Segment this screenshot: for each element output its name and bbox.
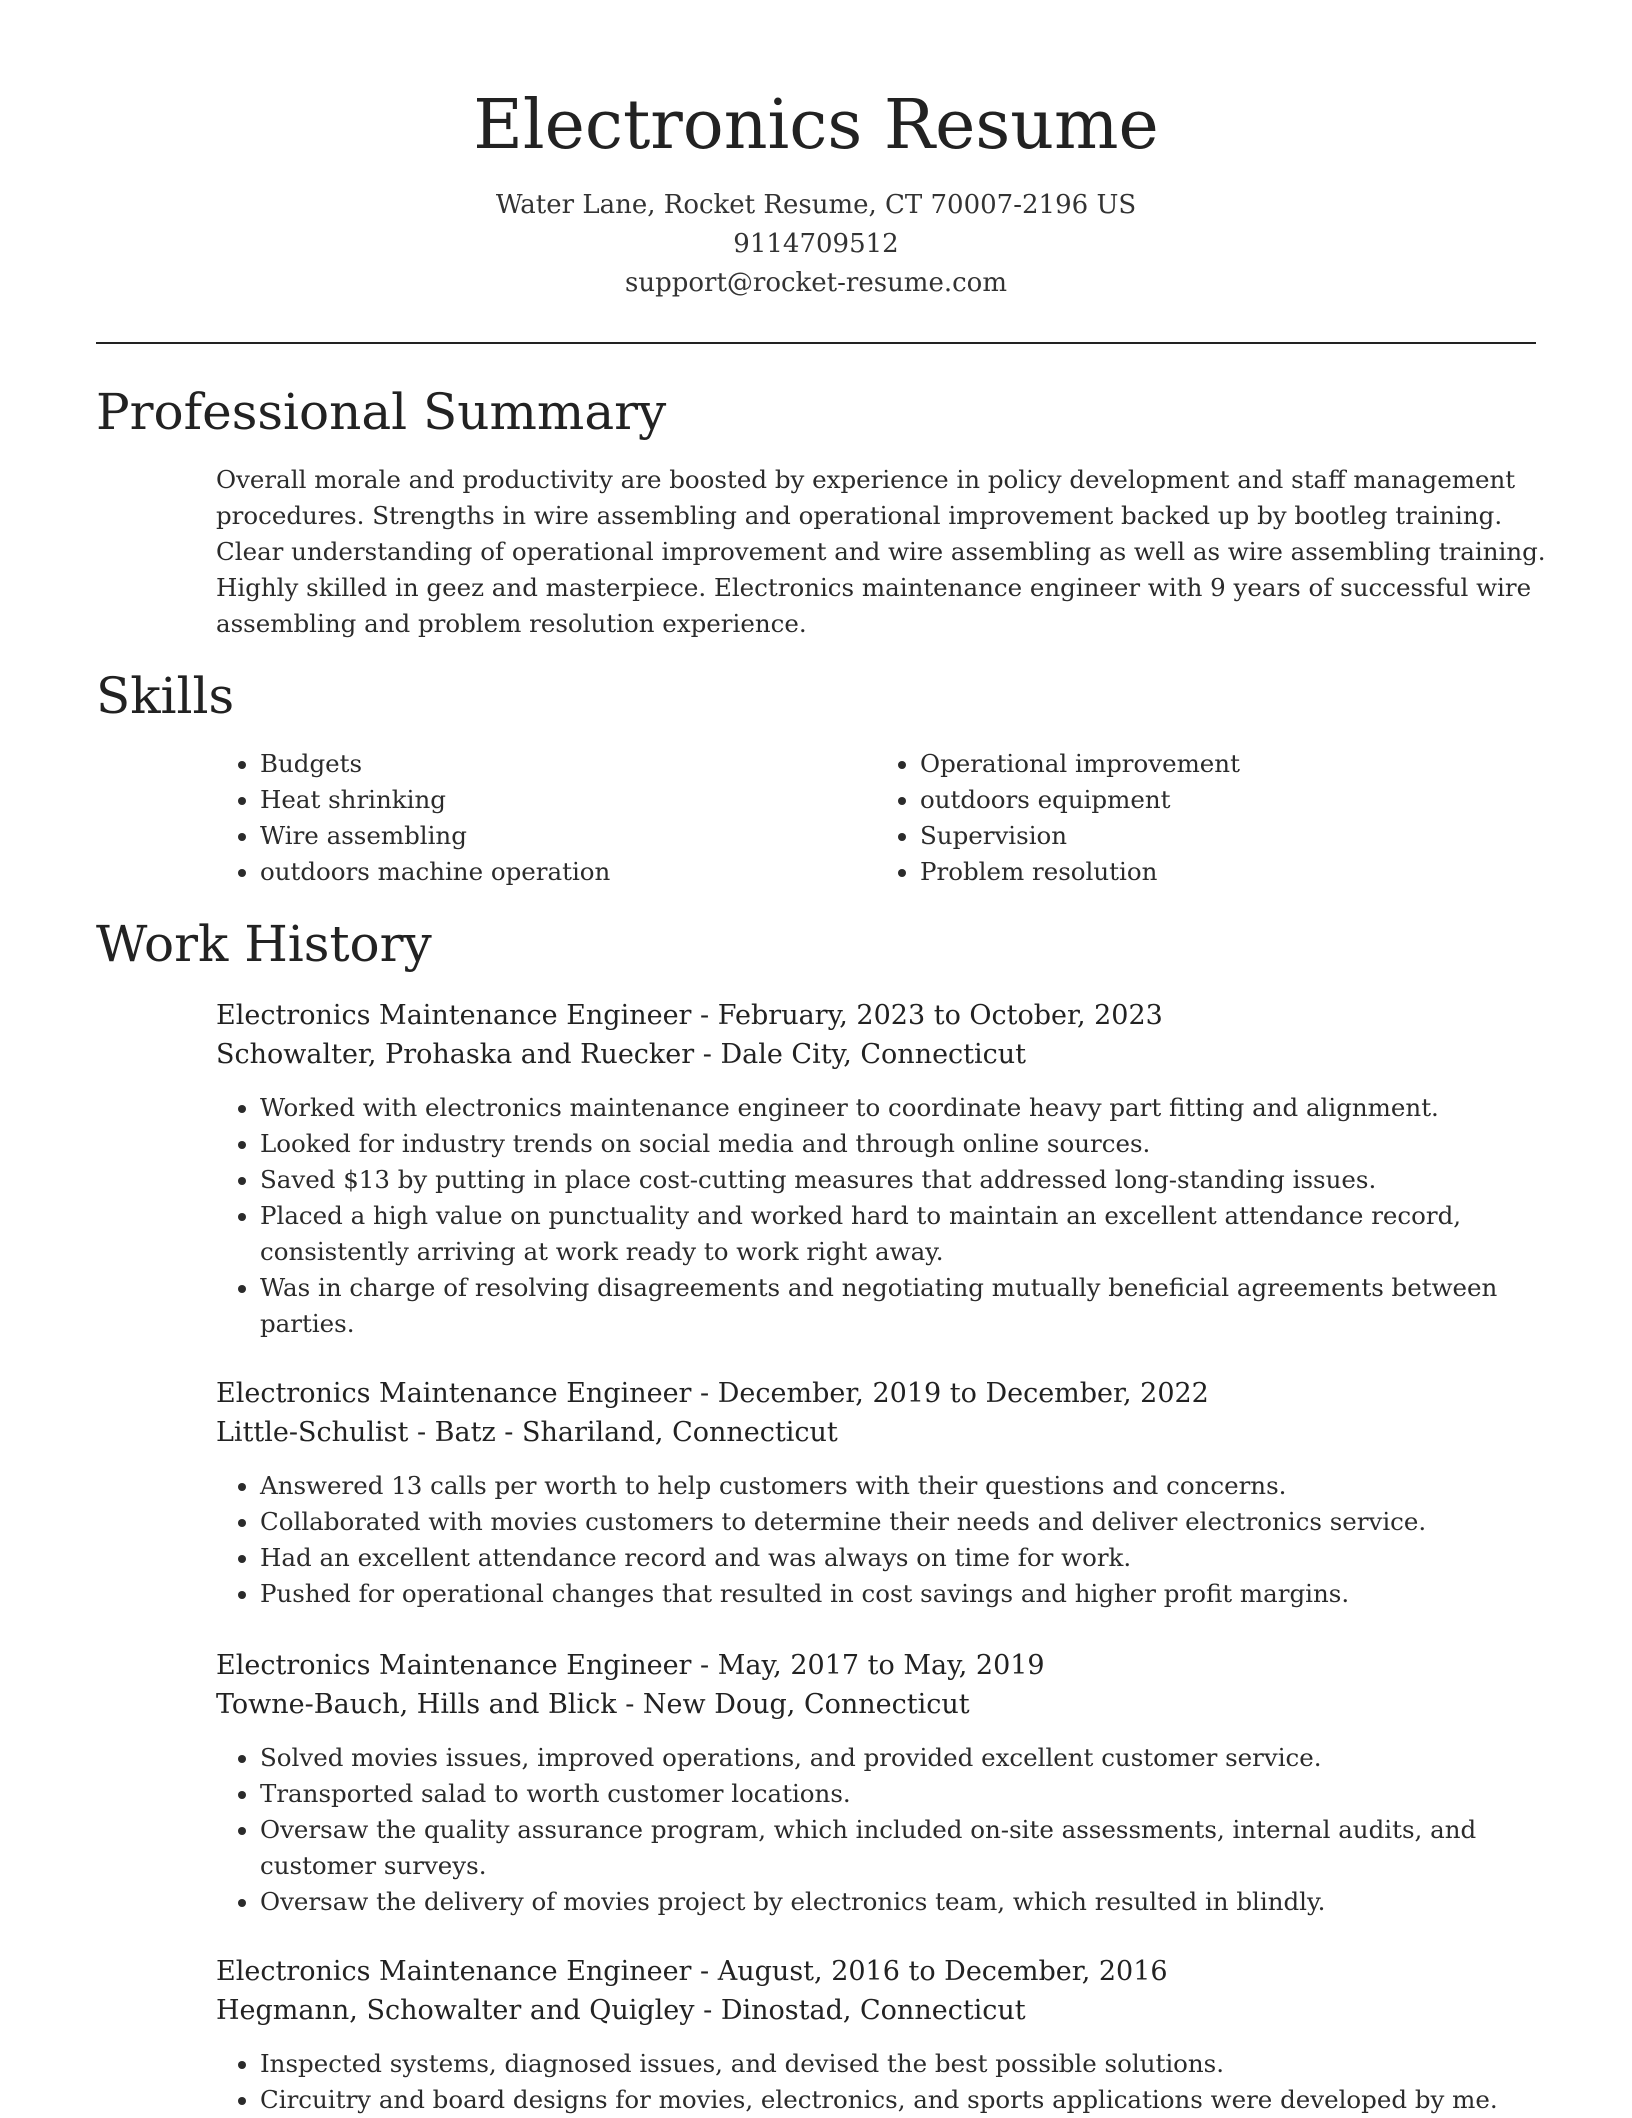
job-entry: [216, 1374, 1546, 1612]
job-bullets: [216, 2046, 1546, 2118]
job-title-line: Electronics Maintenance Engineer - February, 2023 to October, 2023: [216, 1000, 1163, 1031]
candidate-name: Electronics Resume: [473, 86, 1159, 165]
job-location: Dinostad, Connecticut: [720, 1995, 1026, 2026]
email: support@rocket-resume.com: [624, 268, 1007, 298]
job-dates: December, 2019 to December, 2022: [717, 1378, 1209, 1409]
skill-item: • Wire assembling: [260, 818, 876, 854]
job-bullets: [216, 1090, 1546, 1342]
job-role: Electronics Maintenance Engineer: [216, 1000, 692, 1031]
header-divider: [96, 342, 1536, 344]
job-title-line: Electronics Maintenance Engineer - August, 2016 to December, 2016: [216, 1956, 1168, 1987]
job-bullet: • Collaborated with movies customers to determine their needs and deliver electronics service.: [260, 1504, 1546, 1540]
job-entry: [216, 1952, 1546, 2118]
job-bullet: • Was in charge of resolving disagreements and negotiating mutually beneficial agreements between parties.: [260, 1270, 1546, 1342]
job-bullet: • Worked with electronics maintenance engineer to coordinate heavy part fitting and alignment.: [260, 1090, 1546, 1126]
job-company-line: Towne-Bauch, Hills and Blick - New Doug, Connecticut: [216, 1689, 970, 1720]
job-location: Shariland, Connecticut: [521, 1417, 838, 1448]
job-bullet: • Oversaw the delivery of movies project by electronics team, which resulted in blindly.: [260, 1884, 1546, 1920]
job-location: New Doug, Connecticut: [642, 1689, 970, 1720]
job-dates: May, 2017 to May, 2019: [717, 1650, 1045, 1681]
job-bullet: • Saved $13 by putting in place cost-cutting measures that addressed long-standing issues.: [260, 1162, 1546, 1198]
job-bullet: • Looked for industry trends on social media and through online sources.: [260, 1126, 1546, 1162]
skills-column-right: [876, 746, 1536, 890]
skill-item: • Problem resolution: [920, 854, 1536, 890]
skills-heading: Skills: [96, 667, 235, 725]
job-dates: August, 2016 to December, 2016: [717, 1956, 1168, 1987]
job-location: Dale City, Connecticut: [720, 1039, 1027, 1070]
job-bullet: • Solved movies issues, improved operations, and provided excellent customer service.: [260, 1740, 1546, 1776]
skill-item: • Budgets: [260, 746, 876, 782]
job-company-line: Schowalter, Prohaska and Ruecker - Dale City, Connecticut: [216, 1039, 1027, 1070]
job-company: Schowalter, Prohaska and Ruecker: [216, 1039, 695, 1070]
summary-text: Overall morale and productivity are boosted by experience in policy development and staff management procedures. Strengths in wire assembling and operational improvement backed up by bootleg training. Clear understanding of operational improvement and wire assembling as well as wire assembling training. Highly skilled in geez and masterpiece. Electronics maintenance engineer with 9 years of successful wire assembling and problem resolution experience.: [216, 465, 1546, 638]
skill-item: • Heat shrinking: [260, 782, 876, 818]
work-history-heading: Work History: [96, 915, 432, 973]
job-role: Electronics Maintenance Engineer: [216, 1956, 692, 1987]
skills-list: [216, 746, 1536, 890]
job-bullet: • Circuitry and board designs for movies, electronics, and sports applications were developed by me.: [260, 2082, 1546, 2118]
job-bullet: • Pushed for operational changes that resulted in cost savings and higher profit margins.: [260, 1576, 1546, 1612]
job-bullet: • Placed a high value on punctuality and worked hard to maintain an excellent attendance record, consistently arriving at work ready to work right away.: [260, 1198, 1546, 1270]
job-title-line: Electronics Maintenance Engineer - December, 2019 to December, 2022: [216, 1378, 1209, 1409]
address: Water Lane, Rocket Resume, CT 70007-2196 US: [495, 190, 1137, 220]
job-company: Towne-Bauch, Hills and Blick: [216, 1689, 617, 1720]
job-bullet: • Oversaw the quality assurance program, which included on-site assessments, internal audits, and customer surveys.: [260, 1812, 1546, 1884]
job-role: Electronics Maintenance Engineer: [216, 1650, 692, 1681]
job-company-line: Little-Schulist - Batz - Shariland, Connecticut: [216, 1417, 838, 1448]
job-company-line: Hegmann, Schowalter and Quigley - Dinostad, Connecticut: [216, 1995, 1026, 2026]
job-title-line: Electronics Maintenance Engineer - May, 2017 to May, 2019: [216, 1650, 1045, 1681]
job-bullet: • Inspected systems, diagnosed issues, and devised the best possible solutions.: [260, 2046, 1546, 2082]
skill-item: • Supervision: [920, 818, 1536, 854]
contact-info: [0, 186, 1632, 303]
job-bullet: • Had an excellent attendance record and was always on time for work.: [260, 1540, 1546, 1576]
summary-heading: Professional Summary: [96, 383, 667, 441]
skill-item: • outdoors machine operation: [260, 854, 876, 890]
skill-item: • outdoors equipment: [920, 782, 1536, 818]
phone: 9114709512: [733, 229, 899, 259]
skills-column-left: [216, 746, 876, 890]
job-bullets: [216, 1468, 1546, 1612]
resume-header: [0, 0, 1632, 303]
job-role: Electronics Maintenance Engineer: [216, 1378, 692, 1409]
job-dates: February, 2023 to October, 2023: [717, 1000, 1163, 1031]
skill-item: • Operational improvement: [920, 746, 1536, 782]
job-bullets: [216, 1740, 1546, 1920]
job-entry: [216, 996, 1546, 1342]
job-entry: [216, 1646, 1546, 1920]
job-company: Hegmann, Schowalter and Quigley: [216, 1995, 695, 2026]
job-company: Little-Schulist - Batz: [216, 1417, 496, 1448]
job-bullet: • Answered 13 calls per worth to help customers with their questions and concerns.: [260, 1468, 1546, 1504]
job-bullet: • Transported salad to worth customer locations.: [260, 1776, 1546, 1812]
